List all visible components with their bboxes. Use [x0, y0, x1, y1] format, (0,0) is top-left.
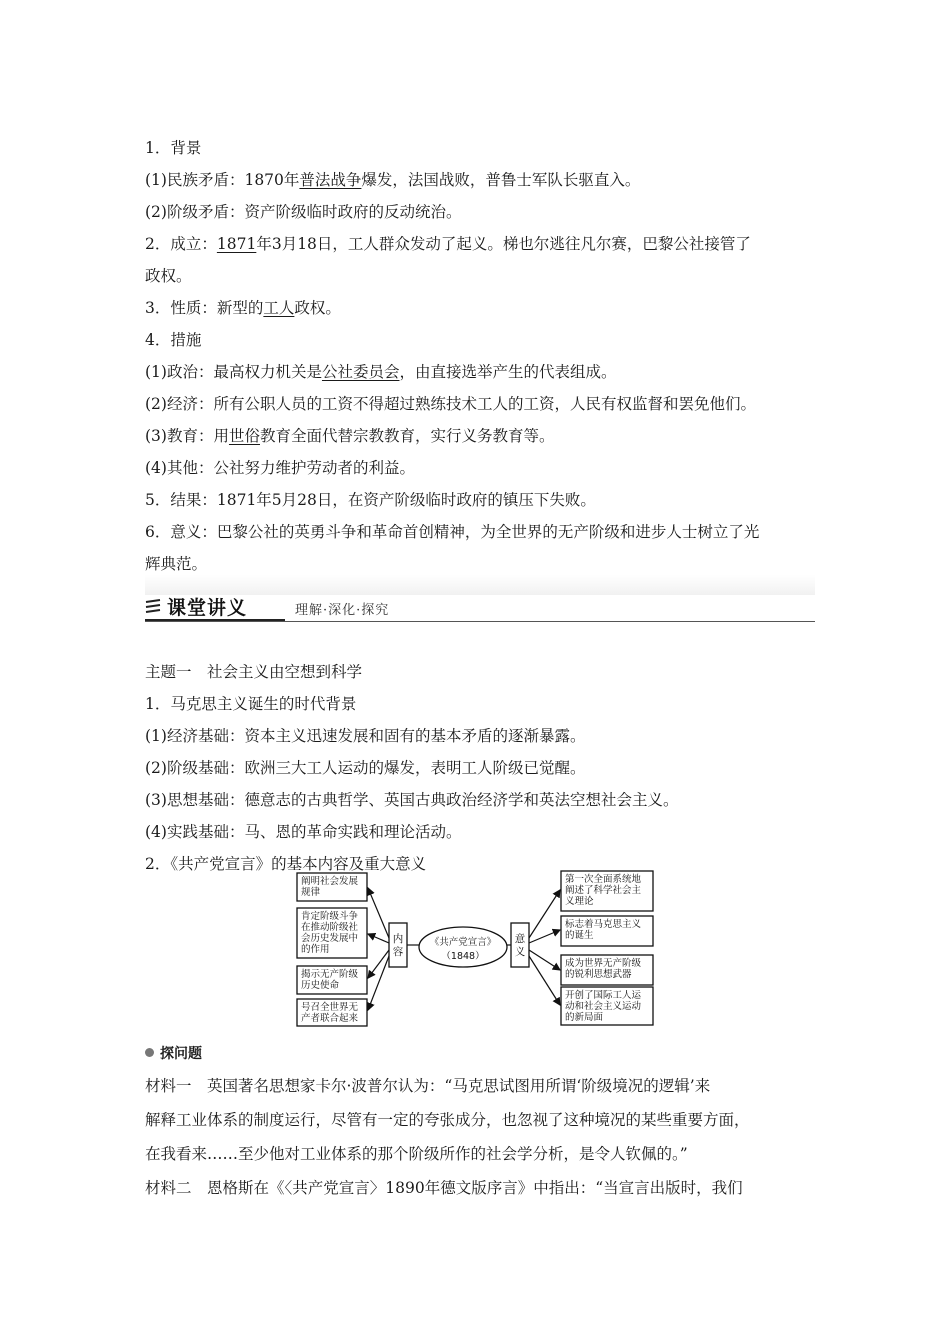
text: ，由直接选举产生的代表组成。: [399, 363, 617, 381]
text: 材料二 恩格斯在《〈共产党宣言〉1890年德文版序言》中指出：“当宣言出版时，我们: [145, 1179, 743, 1197]
text: (2)阶级矛盾：资产阶级临时政府的反动统治。: [145, 203, 462, 221]
content-label-char: 容: [392, 946, 404, 958]
left-item-text: 号召全世界无: [301, 1002, 359, 1013]
left-item-text: 会历史发展中: [301, 933, 359, 944]
probe-heading: [145, 1043, 202, 1063]
text: 政权。: [294, 299, 341, 317]
paragraph-class-conflict: [145, 202, 461, 222]
left-item-text: 肯定阶级斗争: [301, 911, 359, 922]
content-label-box: [389, 923, 407, 967]
significance-label-char: 义: [514, 946, 526, 958]
heading-measures: [145, 330, 201, 350]
paragraph-economic-basis: [145, 726, 585, 746]
text: (4)其他：公社努力维护劳动者的利益。: [145, 459, 415, 477]
text: 4．措施: [145, 331, 202, 349]
paragraph-significance-cont: [145, 554, 207, 574]
paragraph-other: [145, 458, 415, 478]
right-item-text: 义理论: [565, 896, 594, 907]
right-item-text: 的新局面: [565, 1012, 604, 1023]
paragraph-ideological-basis: [145, 790, 678, 810]
underlined-term: 普法战争: [299, 171, 362, 189]
text: 辉典范。: [145, 555, 208, 573]
material-1-line-1: [145, 1076, 710, 1096]
text: 在我看来……至少他对工业体系的那个阶级所作的社会学分析，是令人钦佩的。”: [145, 1145, 688, 1163]
left-item-text: 在推动阶级社: [301, 922, 359, 933]
text: (3)思想基础：德意志的古典哲学、英国古典政治经济学和英法空想社会主义。: [145, 791, 679, 809]
bullet-dot-icon: [145, 1048, 154, 1057]
text: (1)民族矛盾：1870年: [145, 171, 300, 189]
underlined-term: 公社委员会: [321, 363, 400, 381]
arrow-left-1: [368, 888, 389, 938]
paragraph-national-conflict: [145, 170, 640, 190]
text: (3)教育：用: [145, 427, 229, 445]
center-year: （1848）: [441, 951, 485, 962]
right-item-text: 第一次全面系统地: [565, 874, 642, 885]
text: (1)经济基础：资本主义迅速发展和固有的基本矛盾的逐渐暴露。: [145, 727, 586, 745]
paragraph-economy: [145, 394, 756, 414]
text: 1．背景: [145, 139, 202, 157]
left-item-text: 规律: [301, 887, 321, 898]
text: 材料一 英国著名思想家卡尔·波普尔认为：“马克思试图用所谓‘阶级境况的逻辑’来: [145, 1077, 711, 1095]
right-item-text: 开创了国际工人运: [565, 990, 642, 1001]
text: 2．成立：: [145, 235, 217, 253]
paragraph-class-basis: [145, 758, 585, 778]
material-2-line-1: [145, 1178, 743, 1198]
probe-label: 探问题: [160, 1046, 202, 1062]
paragraph-practical-basis: [145, 822, 461, 842]
text: (4)实践基础：马、恩的革命实践和理论活动。: [145, 823, 462, 841]
left-item-text: 揭示无产阶级: [301, 969, 359, 980]
paragraph-establishment: [145, 234, 751, 254]
arrow-right-4: [529, 956, 560, 1005]
text: (1)政治：最高权力机关是: [145, 363, 322, 381]
arrow-right-3: [529, 950, 560, 970]
banner-subtitle: 理解·深化·探究: [295, 603, 390, 618]
text: 1．马克思主义诞生的时代背景: [145, 695, 357, 713]
text: 政权。: [145, 267, 192, 285]
left-item-text: 的作用: [301, 944, 330, 955]
paragraph-nature: [145, 298, 341, 318]
topic-title: [145, 662, 362, 682]
text: 教育全面代替宗教教育，实行义务教育等。: [259, 427, 555, 445]
text: 2．《共产党宣言》的基本内容及重大意义: [145, 855, 427, 873]
manifesto-diagram: [293, 868, 663, 1028]
significance-label-char: 意: [514, 933, 526, 945]
text: 爆发，法国战败，普鲁士军队长驱直入。: [361, 171, 641, 189]
paragraph-education: [145, 426, 555, 446]
left-item-text: 历史使命: [301, 980, 340, 991]
right-item-text: 成为世界无产阶级: [565, 958, 642, 969]
significance-label-box: [511, 923, 529, 967]
right-item-text: 动和社会主义运动: [565, 1001, 642, 1012]
banner-title: 课堂讲义: [167, 597, 248, 619]
material-1-line-2: [145, 1110, 750, 1130]
text: 解释工业体系的制度运行，尽管有一定的夸张成分，也忽视了这种境况的某些重要方面，: [145, 1111, 750, 1129]
paragraph-significance: [145, 522, 759, 542]
text: 5．结果：1871年5月28日，在资产阶级临时政府的镇压下失败。: [145, 491, 596, 509]
banner-rule: [145, 621, 815, 622]
paragraph-result: [145, 490, 596, 510]
underlined-term: 1871: [216, 235, 257, 253]
left-item-text: 阐明社会发展: [301, 876, 359, 887]
banner-shade: [145, 575, 815, 595]
heading-background: [145, 138, 201, 158]
heading-era-background: [145, 694, 356, 714]
left-item-text: 产者联合起来: [301, 1013, 359, 1024]
underlined-term: 世俗: [228, 427, 260, 445]
right-item-text: 的诞生: [565, 930, 594, 941]
text: 6．意义：巴黎公社的英勇斗争和革命首创精神，为全世界的无产阶级和进步人士树立了光: [145, 523, 760, 541]
arrow-right-1: [529, 890, 560, 938]
paragraph-establishment-cont: [145, 266, 192, 286]
text: 3．性质：新型的: [145, 299, 264, 317]
section-banner: [145, 593, 815, 625]
text: (2)经济：所有公职人员的工资不得超过熟练技术工人的工资，人民有权监督和罢免他们。: [145, 395, 756, 413]
paragraph-politics: [145, 362, 617, 382]
arrow-right-2: [529, 930, 560, 943]
text: (2)阶级基础：欧洲三大工人运动的爆发，表明工人阶级已觉醒。: [145, 759, 586, 777]
underlined-term: 工人: [263, 299, 295, 317]
text: 主题一 社会主义由空想到科学: [145, 663, 363, 681]
content-label-char: 内: [392, 933, 404, 945]
banner-stripes-icon: [145, 599, 161, 615]
right-item-text: 标志着马克思主义: [565, 919, 642, 930]
arrow-left-2: [368, 934, 389, 943]
material-1-line-3: [145, 1144, 688, 1164]
center-title: 《共产党宣言》: [429, 937, 497, 948]
text: 年3月18日，工人群众发动了起义。梯也尔逃往凡尔赛，巴黎公社接管了: [256, 235, 751, 253]
right-item-text: 的锐利思想武器: [565, 969, 632, 980]
right-item-text: 阐述了科学社会主: [565, 885, 642, 896]
